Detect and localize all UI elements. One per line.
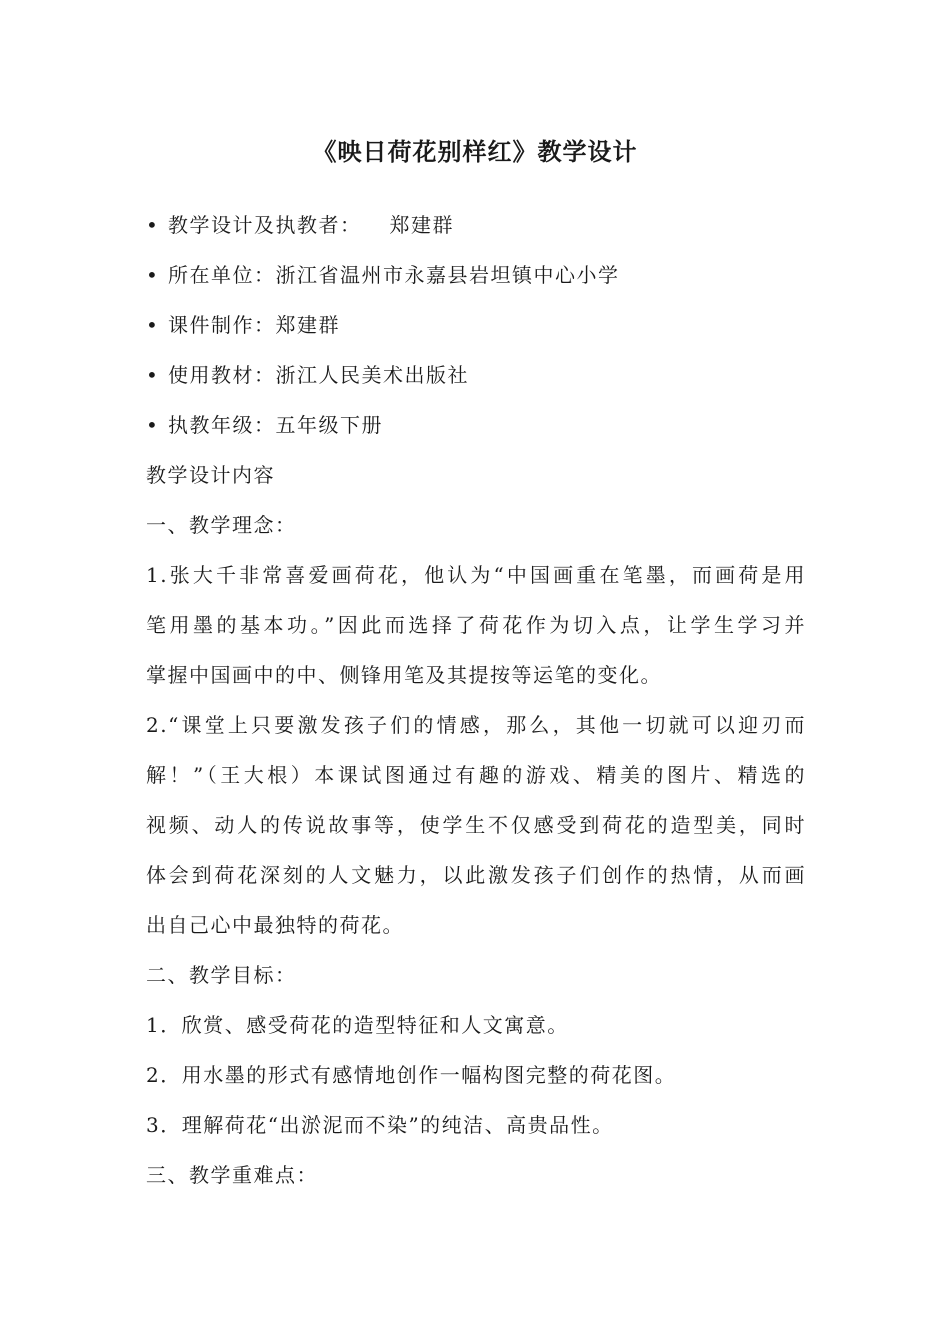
section-heading-objectives: 二、教学目标： bbox=[146, 963, 297, 987]
info-value: 五年级下册 bbox=[275, 413, 383, 437]
info-value: 浙江人民美术出版社 bbox=[275, 363, 469, 387]
paragraph-line: 体会到荷花深刻的人文魅力，以此激发孩子们创作的热情，从而画 bbox=[146, 863, 806, 887]
paragraph-line: 掌握中国画中的中、侧锋用笔及其提按等运笔的变化。 bbox=[146, 663, 662, 687]
bullet-icon: • bbox=[146, 363, 160, 387]
section-heading-philosophy: 一、教学理念： bbox=[146, 513, 297, 537]
info-label: 使用教材： bbox=[168, 363, 276, 387]
paragraph-line: 1.张大千非常喜爱画荷花，他认为“中国画重在笔墨，而画荷是用 bbox=[146, 563, 806, 587]
paragraph-line: 出自己心中最独特的荷花。 bbox=[146, 913, 404, 937]
info-value: 郑建群 bbox=[389, 213, 454, 237]
info-value: 郑建群 bbox=[275, 313, 340, 337]
document-title: 《映日荷花别样红》教学设计 bbox=[312, 137, 638, 166]
bullet-icon: • bbox=[146, 313, 160, 337]
section-heading-key-points: 三、教学重难点： bbox=[146, 1163, 318, 1187]
bullet-icon: • bbox=[146, 263, 160, 287]
paragraph-line: 解！”（王大根）本课试图通过有趣的游戏、精美的图片、精选的 bbox=[146, 763, 806, 787]
info-list bbox=[146, 207, 620, 457]
info-label: 执教年级： bbox=[168, 413, 276, 437]
info-item-textbook bbox=[146, 357, 620, 407]
paragraph-line: 笔用墨的基本功。”因此而选择了荷花作为切入点，让学生学习并 bbox=[146, 613, 806, 637]
paragraph-line: 视频、动人的传说故事等，使学生不仅感受到荷花的造型美，同时 bbox=[146, 813, 806, 837]
objective-item: 2．用水墨的形式有感情地创作一幅构图完整的荷花图。 bbox=[146, 1063, 677, 1087]
info-item-grade bbox=[146, 407, 620, 457]
info-label: 所在单位： bbox=[168, 263, 276, 287]
info-value: 浙江省温州市永嘉县岩坦镇中心小学 bbox=[275, 263, 620, 287]
info-label: 教学设计及执教者： bbox=[168, 213, 362, 237]
objective-item: 3．理解荷花“出淤泥而不染”的纯洁、高贵品性。 bbox=[146, 1113, 614, 1137]
info-item-courseware bbox=[146, 307, 620, 357]
bullet-icon: • bbox=[146, 213, 160, 237]
paragraph-line: 2.“课堂上只要激发孩子们的情感，那么，其他一切就可以迎刃而 bbox=[146, 713, 806, 737]
objective-item: 1．欣赏、感受荷花的造型特征和人文寓意。 bbox=[146, 1013, 569, 1037]
info-label: 课件制作： bbox=[168, 313, 276, 337]
bullet-icon: • bbox=[146, 413, 160, 437]
info-item-teacher bbox=[146, 207, 620, 257]
section-heading-content: 教学设计内容 bbox=[146, 463, 275, 487]
document-body bbox=[146, 457, 806, 1207]
info-item-school bbox=[146, 257, 620, 307]
